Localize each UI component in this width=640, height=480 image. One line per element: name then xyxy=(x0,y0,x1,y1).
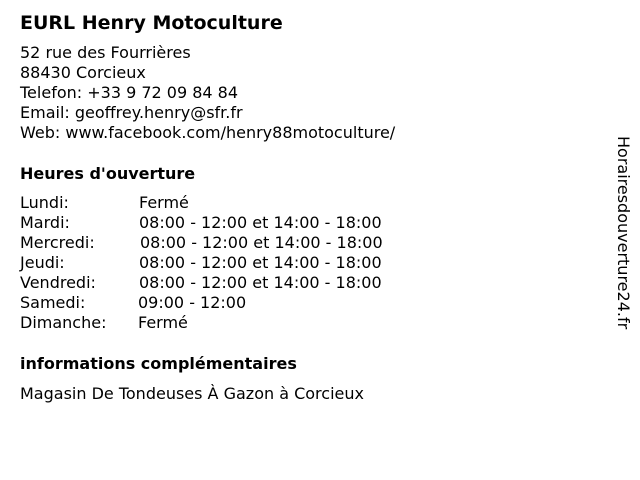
day-hours: 08:00 - 12:00 et 14:00 - 18:00 xyxy=(140,233,383,252)
day-label: Mardi: xyxy=(20,213,70,232)
day-label: Vendredi: xyxy=(20,273,96,292)
day-hours: Fermé xyxy=(139,193,189,212)
day-label: Jeudi: xyxy=(20,253,65,272)
day-label: Dimanche: xyxy=(20,313,107,332)
day-hours: 08:00 - 12:00 et 14:00 - 18:00 xyxy=(139,253,382,272)
day-hours: Fermé xyxy=(138,313,188,332)
business-name: EURL Henry Motoculture xyxy=(20,12,283,34)
address-street: 52 rue des Fourrières xyxy=(20,43,191,62)
contact-block xyxy=(20,43,395,143)
address-city: 88430 Corcieux xyxy=(20,63,146,82)
info-heading: informations complémentaires xyxy=(20,354,297,373)
day-hours: 09:00 - 12:00 xyxy=(138,293,247,312)
day-label: Lundi: xyxy=(20,193,69,212)
web-line: Web: www.facebook.com/henry88motoculture/ xyxy=(20,123,396,142)
site-watermark: Horairesdouverture24.fr xyxy=(614,136,633,330)
info-text: Magasin De Tondeuses À Gazon à Corcieux xyxy=(20,384,364,403)
phone-line: Telefon: +33 9 72 09 84 84 xyxy=(20,83,239,102)
hours-heading: Heures d'ouverture xyxy=(20,164,196,183)
day-hours: 08:00 - 12:00 et 14:00 - 18:00 xyxy=(139,273,382,292)
day-label: Mercredi: xyxy=(20,233,95,252)
day-label: Samedi: xyxy=(20,293,86,312)
day-hours: 08:00 - 12:00 et 14:00 - 18:00 xyxy=(139,213,382,232)
email-line: Email: geoffrey.henry@sfr.fr xyxy=(20,103,243,122)
